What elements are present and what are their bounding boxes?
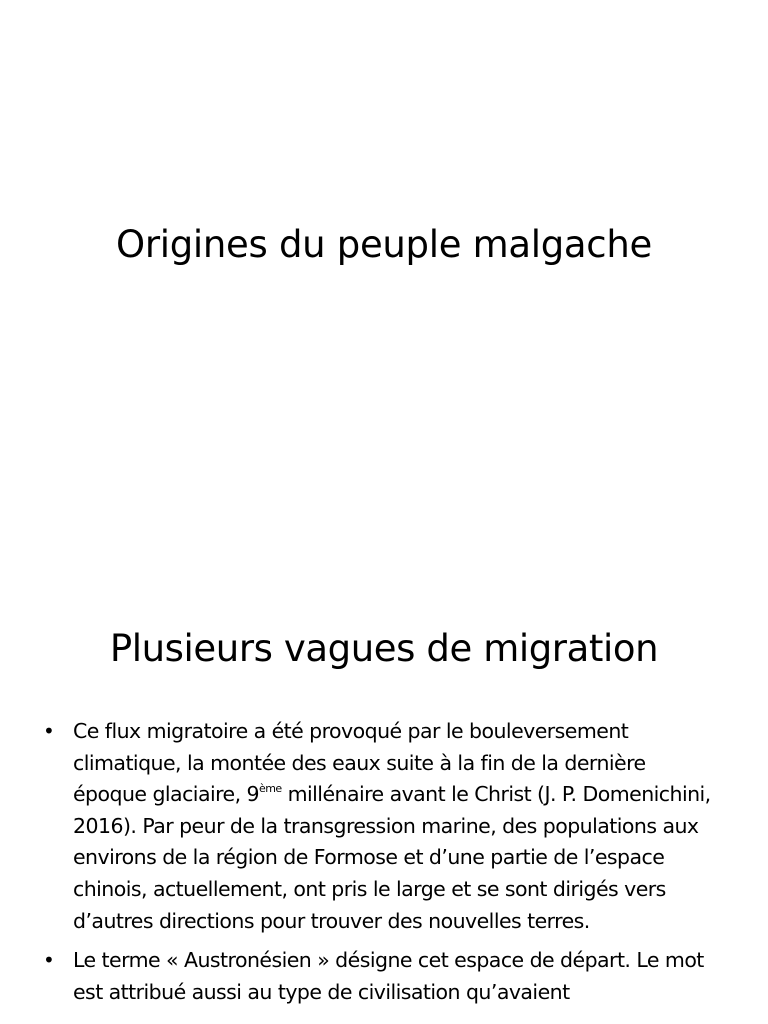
bullet-text-part2: millénaire avant le Christ (J. P. Domenichini, 2016). Par peur de la transgression marine, des populations aux environs de la région de Formose et d’une partie de l’espace chinois, actuellement, ont pris le large et se sont dirigés vers d’autres directions pour trouver des nouvelles terres. [73,782,711,933]
bullet-marker: • [43,719,55,743]
bullet-marker: • [43,948,55,973]
slide-migration-waves [0,576,768,1024]
superscript-eme: ème [259,782,282,796]
bullet-text-part1: Ce flux migratoire a été provoqué par le bouleversement climatique, la montée des eaux suite à la fin de la dernière époque glaciaire, 9 [73,719,646,807]
bullet-list [43,716,723,1016]
bullet-item-austronesien [43,945,723,1008]
bullet-text: Le terme « Austronésien » désigne cet espace de départ. Le mot est attribué aussi au type de civilisation qu’avaient [73,948,704,1004]
slide-2-title: Plusieurs vagues de migration [109,627,659,670]
bullet-item-migration-cause [43,716,723,937]
slide-1-title: Origines du peuple malgache [116,223,652,266]
